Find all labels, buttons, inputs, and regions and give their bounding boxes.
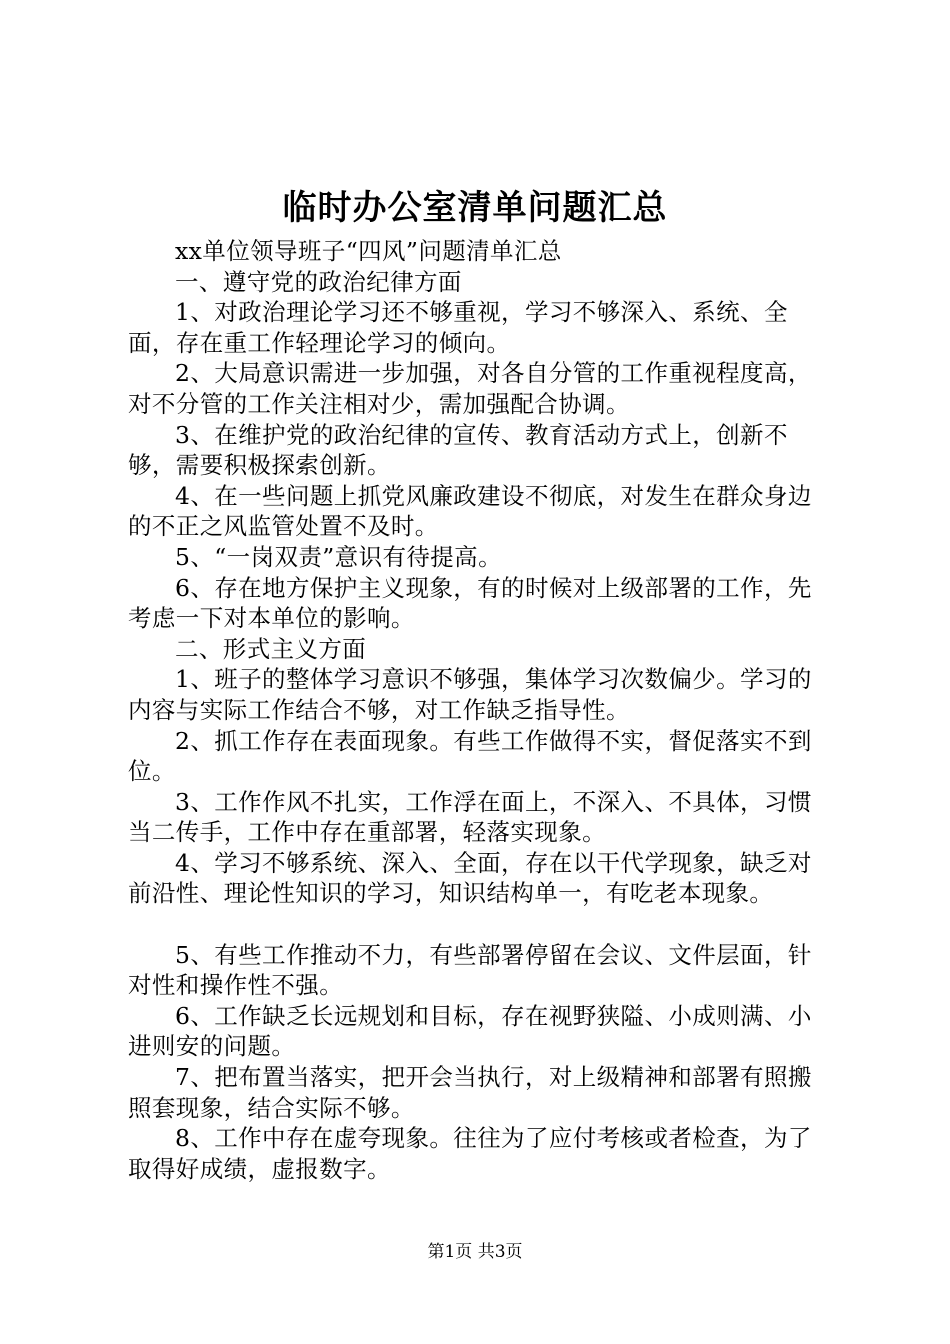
document-body bbox=[128, 236, 828, 1184]
list-item: 8、工作中存在虚夸现象。往往为了应付考核或者检查，为了取得好成绩，虚报数字。 bbox=[128, 1124, 812, 1183]
list-item: 6、存在地方保护主义现象，有的时候对上级部署的工作，先考虑一下对本单位的影响。 bbox=[128, 573, 812, 633]
list-item: 3、工作作风不扎实，工作浮在面上，不深入、不具体，习惯当二传手，工作中存在重部署，轻落实现象。 bbox=[128, 787, 812, 847]
paragraph-subtitle: xx单位领导班子“四风”问题清单汇总 bbox=[175, 237, 562, 265]
page-footer: 第1页 共3页 bbox=[427, 1242, 523, 1262]
list-item: 5、有些工作推动不力，有些部署停留在会议、文件层面，针对性和操作性不强。 bbox=[128, 940, 812, 1000]
list-item: 4、学习不够系统、深入、全面，存在以干代学现象，缺乏对前沿性、理论性知识的学习，知识结构单一，有吃老本现象。 bbox=[128, 848, 812, 908]
list-item: 7、把布置当落实，把开会当执行，对上级精神和部署有照搬照套现象，结合实际不够。 bbox=[128, 1063, 812, 1122]
list-item: 4、在一些问题上抓党风廉政建设不彻底，对发生在群众身边的不正之风监管处置不及时。 bbox=[128, 481, 812, 541]
list-item: 1、班子的整体学习意识不够强，集体学习次数偏少。学习的内容与实际工作结合不够，对工作缺乏指导性。 bbox=[128, 665, 812, 724]
list-item: 5、“一岗双责”意识有待提高。 bbox=[175, 542, 502, 571]
section-heading-1: 一、遵守党的政治纪律方面 bbox=[175, 267, 462, 296]
list-item: 2、大局意识需进一步加强，对各自分管的工作重视程度高，对不分管的工作关注相对少，需加强配合协调。 bbox=[128, 359, 812, 418]
list-item: 6、工作缺乏长远规划和目标，存在视野狭隘、小成则满、小进则安的问题。 bbox=[128, 1001, 812, 1061]
section-heading-2: 二、形式主义方面 bbox=[175, 634, 367, 663]
list-item: 1、对政治理论学习还不够重视，学习不够深入、系统、全面，存在重工作轻理论学习的倾向。 bbox=[128, 298, 788, 357]
paragraph-gap bbox=[128, 909, 828, 940]
document-title: 临时办公室清单问题汇总 bbox=[282, 188, 668, 228]
list-item: 3、在维护党的政治纪律的宣传、教育活动方式上，创新不够，需要积极探索创新。 bbox=[128, 420, 788, 480]
list-item: 2、抓工作存在表面现象。有些工作做得不实，督促落实不到位。 bbox=[128, 726, 812, 786]
